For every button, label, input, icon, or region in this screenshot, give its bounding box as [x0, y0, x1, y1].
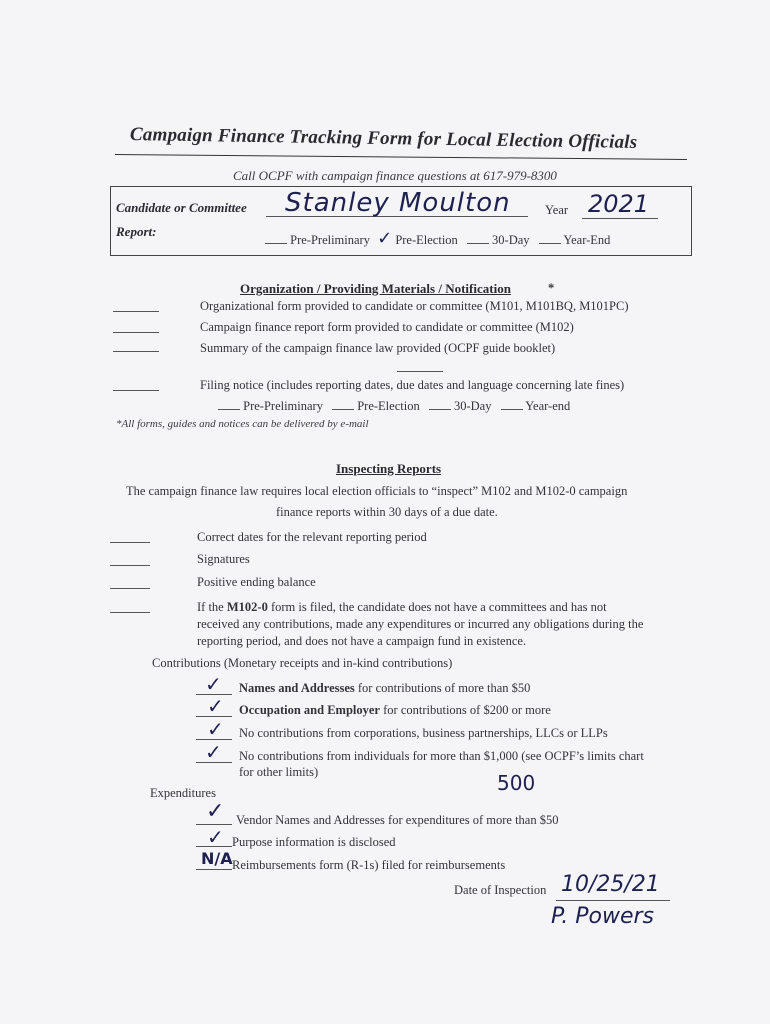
handwritten-limit-correction: 500 — [497, 771, 536, 795]
contrib-item-2-check[interactable]: ✓ — [207, 694, 224, 718]
date-of-inspection-field[interactable]: 10/25/21 — [561, 872, 660, 897]
exp-item-3-na-mark[interactable]: N/A — [201, 849, 233, 868]
org-item-2: Campaign finance report form provided to candidate or committee (M102) — [200, 320, 574, 334]
pre-election-check[interactable]: ✓ — [377, 228, 393, 249]
inspecting-intro-1: The campaign finance law requires local election officials to “inspect” M102 and M102-0 campaign — [126, 484, 628, 498]
m1020-line-1 — [197, 600, 607, 615]
m1020-prefix: If the — [197, 600, 227, 614]
title-underline — [115, 154, 687, 160]
m1020-rest: form is filed, the candidate does not have a committees and has not — [267, 600, 607, 614]
pre-prelim-label: Pre-Preliminary — [290, 233, 370, 247]
contrib-item-1-check[interactable]: ✓ — [205, 672, 222, 696]
candidate-label: Candidate or Committee — [116, 200, 247, 215]
contrib-item-4-line-a: No contributions from individuals for more than $1,000 (see OCPF’s limits chart — [239, 749, 644, 763]
year-field-line — [582, 218, 658, 219]
candidate-field[interactable]: Stanley Moulton — [285, 188, 511, 218]
inspector-signature: P. Powers — [551, 904, 654, 929]
contrib-item-3-check[interactable]: ✓ — [207, 717, 224, 741]
pre-election-label: Pre-Election — [395, 233, 458, 247]
organization-asterisk: * — [548, 281, 555, 295]
contrib-item-4-line-b: for other limits) — [239, 765, 319, 779]
contrib-item-2 — [239, 703, 551, 718]
exp-item-1-check[interactable]: ✓ — [206, 799, 225, 824]
org-item-3: Summary of the campaign finance law provided (OCPF guide booklet) — [200, 341, 556, 355]
pre-prelim-checkbox[interactable] — [265, 243, 287, 244]
filing-pre-prelim-checkbox[interactable] — [218, 409, 240, 410]
filing-30day-label: 30-Day — [453, 399, 492, 413]
year-field[interactable]: 2021 — [588, 190, 650, 218]
exp-item-3: Reimbursements form (R-1s) filed for reimbursements — [232, 858, 506, 872]
page-subtitle: Call OCPF with campaign finance questions at 617-979-8300 — [233, 168, 557, 183]
filing-pre-election-label: Pre-Election — [357, 399, 420, 413]
org-divider — [397, 371, 443, 372]
org-item-2-checkbox[interactable] — [113, 332, 159, 333]
contrib-item-1-rest: for contributions of more than $50 — [354, 681, 531, 695]
m1020-line-2: received any contributions, made any expenditures or incurred any obligations during the — [197, 617, 644, 631]
exp-item-2: Purpose information is disclosed — [232, 835, 396, 849]
exp-item-3-line — [196, 869, 232, 870]
exp-item-1: Vendor Names and Addresses for expenditures of more than $50 — [236, 813, 559, 827]
filing-pre-prelim-label: Pre-Preliminary — [243, 399, 323, 413]
filing-notice-checkbox[interactable] — [113, 390, 159, 391]
organization-heading-text: Organization / Providing Materials / Notification — [240, 281, 511, 296]
year-end-checkbox[interactable] — [539, 243, 561, 244]
inspect-item-3-checkbox[interactable] — [110, 588, 150, 589]
contrib-item-4-check[interactable]: ✓ — [205, 740, 222, 764]
filing-year-end-label: Year-end — [525, 399, 571, 413]
email-footnote: *All forms, guides and notices can be delivered by e-mail — [116, 418, 369, 430]
organization-heading — [240, 281, 511, 297]
exp-item-2-check[interactable]: ✓ — [207, 825, 224, 849]
m1020-line-3: reporting period, and does not have a campaign fund in existence. — [197, 634, 527, 648]
year-end-label: Year-End — [563, 233, 611, 247]
report-options — [265, 228, 610, 249]
inspect-item-1: Correct dates for the relevant reporting period — [197, 530, 427, 544]
30day-checkbox[interactable] — [467, 243, 489, 244]
org-item-3-checkbox[interactable] — [113, 351, 159, 352]
contrib-item-2-bold: Occupation and Employer — [239, 703, 380, 717]
org-item-1: Organizational form provided to candidate or committee (M101, M101BQ, M101PC) — [200, 299, 629, 313]
date-of-inspection-label: Date of Inspection — [454, 883, 547, 897]
year-label: Year — [545, 203, 569, 217]
org-item-1-checkbox[interactable] — [113, 311, 159, 312]
page-title: Campaign Finance Tracking Form for Local Election Officials — [129, 124, 638, 153]
inspect-item-2-checkbox[interactable] — [110, 565, 150, 566]
filing-30day-checkbox[interactable] — [429, 409, 451, 410]
filing-options — [218, 399, 570, 414]
contrib-item-1 — [239, 681, 530, 696]
filing-year-end-checkbox[interactable] — [501, 409, 523, 410]
contrib-item-2-rest: for contributions of $200 or more — [380, 703, 551, 717]
inspect-item-2: Signatures — [197, 552, 250, 566]
date-of-inspection-line — [556, 900, 670, 901]
inspecting-heading: Inspecting Reports — [336, 461, 442, 476]
m1020-checkbox[interactable] — [110, 612, 150, 613]
contrib-item-3: No contributions from corporations, business partnerships, LLCs or LLPs — [239, 726, 608, 740]
expenditures-heading: Expenditures — [150, 786, 216, 800]
30day-label: 30-Day — [492, 233, 530, 247]
inspecting-intro-2: finance reports within 30 days of a due date. — [276, 505, 498, 519]
m1020-bold: M102-0 — [226, 600, 268, 614]
filing-notice: Filing notice (includes reporting dates, due dates and language concerning late fines) — [200, 378, 625, 392]
filing-pre-election-checkbox[interactable] — [332, 409, 354, 410]
report-label: Report: — [116, 224, 157, 239]
contributions-heading: Contributions (Monetary receipts and in-kind contributions) — [152, 656, 453, 670]
inspect-item-3: Positive ending balance — [197, 575, 316, 589]
inspect-item-1-checkbox[interactable] — [110, 542, 150, 543]
contrib-item-1-bold: Names and Addresses — [239, 681, 355, 695]
